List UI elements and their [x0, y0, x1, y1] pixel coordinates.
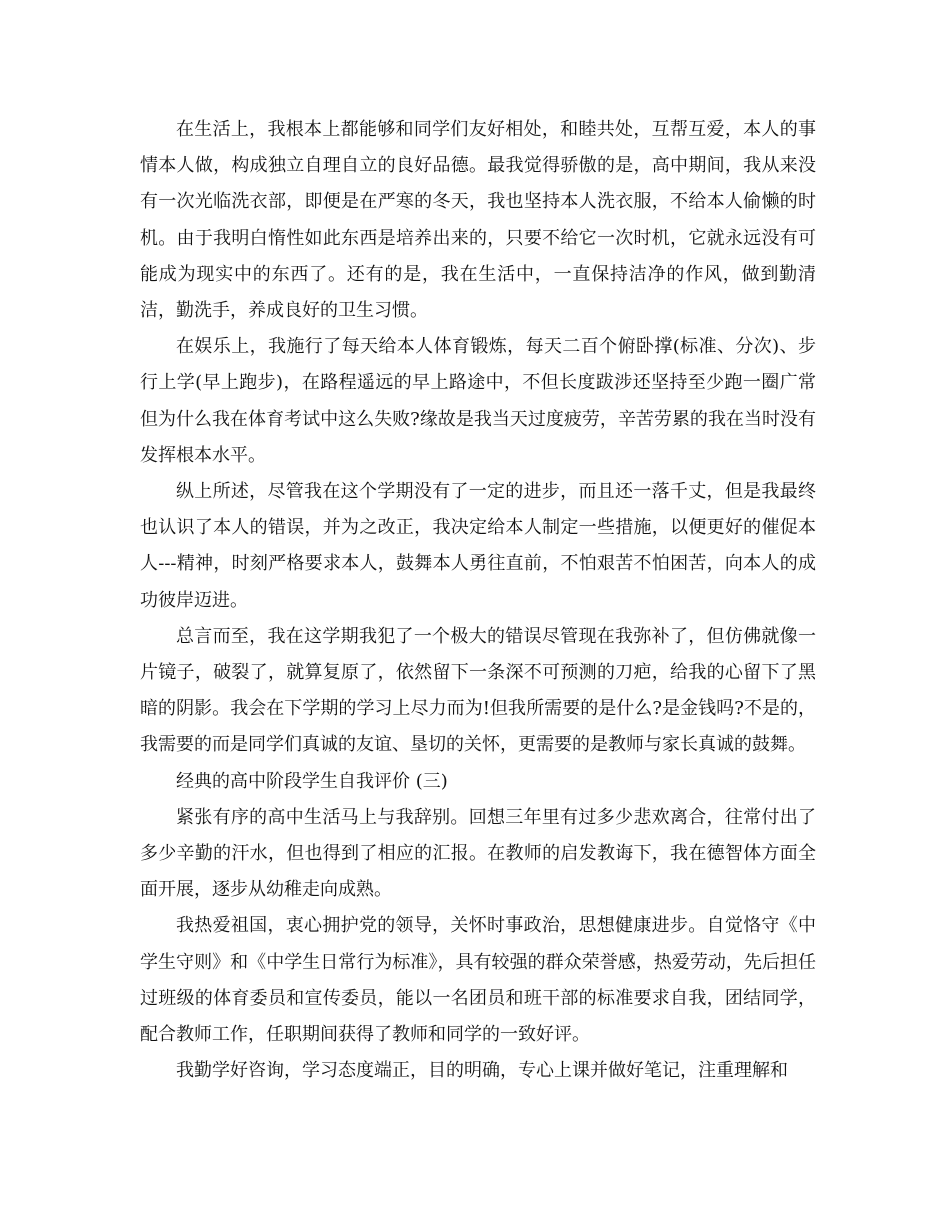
document-body [140, 112, 816, 1089]
paragraph-life: 在生活上，我根本上都能够和同学们友好相处，和睦共处，互帮互爱，本人的事情本人做，构成独立自理自立的良好品德。最我觉得骄傲的是，高中期间，我从来没有一次光临洗衣部，即便是在严寒的冬天，我也坚持本人洗衣服，不给本人偷懒的时机。由于我明白惰性如此东西是培养出来的，只要不给它一次时机，它就永远没有可能成为现实中的东西了。还有的是，我在生活中，一直保持洁净的作风，做到勤清洁，勤洗手，养成良好的卫生习惯。 [140, 119, 816, 322]
section-heading: 经典的高中阶段学生自我评价 (三) [176, 770, 448, 792]
paragraph-study: 我勤学好咨询，学习态度端正，目的明确，专心上课并做好笔记，注重理解和 [176, 1060, 788, 1082]
paragraph-summary: 纵上所述，尽管我在这个学期没有了一定的进步，而且还一落千丈，但是我最终也认识了本人的错误，并为之改正，我决定给本人制定一些措施，以便更好的催促本人---精神，时刻严格要求本人，鼓舞本人勇往直前，不怕艰苦不怕困苦，向本人的成功彼岸迈进。 [140, 481, 816, 611]
paragraph-moral: 我热爱祖国，衷心拥护党的领导，关怀时事政治，思想健康进步。自觉恪守《中学生守则》和《中学生日常行为标准》，具有较强的群众荣誉感，热爱劳动，先后担任过班级的体育委员和宣传委员，能以一名团员和班干部的标准要求自我，团结同学，配合教师工作，任职期间获得了教师和同学的一致好评。 [140, 915, 816, 1046]
paragraph-intro: 紧张有序的高中生活马上与我辞别。回想三年里有过多少悲欢离合，往常付出了多少辛勤的汗水，但也得到了相应的汇报。在教师的启发教诲下，我在德智体方面全面开展，逐步从幼稚走向成熟。 [140, 806, 816, 901]
paragraph-conclusion: 总言而至，我在这学期我犯了一个极大的错误尽管现在我弥补了，但仿佛就像一片镜子，破裂了，就算复原了，依然留下一条深不可预测的刀疤，给我的心留下了黑暗的阴影。我会在下学期的学习上尽力而为!但我所需要的是什么?是金钱吗?不是的，我需要的而是同学们真诚的友谊、垦切的关怀，更需要的是教师与家长真诚的鼓舞。 [140, 625, 816, 756]
paragraph-recreation: 在娱乐上，我施行了每天给本人体育锻炼，每天二百个俯卧撑(标准、分次)、步行上学(早上跑步)，在路程遥远的早上路途中，不但长度跋涉还坚持至少跑一圈广常但为什么我在体育考试中这么失败?缘故是我当天过度疲劳，辛苦劳累的我在当时没有发挥根本水平。 [140, 336, 816, 466]
